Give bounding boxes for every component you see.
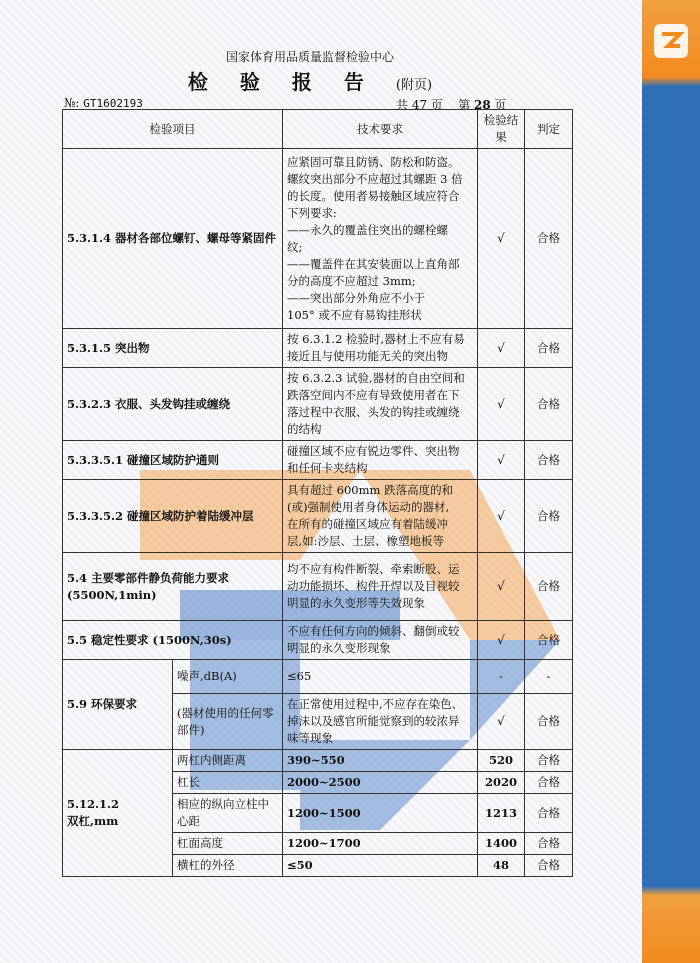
requirement-line: 按 6.3.1.2 检验时,器材上不应有易 — [287, 332, 465, 346]
requirement-line: 均不应有构件断裂、牵索断股、运 — [287, 562, 460, 576]
judgement-cell: 合格 — [525, 772, 573, 794]
result-cell: 1213 — [478, 794, 525, 833]
requirement-line: 动功能损坏、构件开焊以及目视较 — [287, 579, 460, 593]
requirement-line: ——突出部分外角应不小于 — [287, 290, 425, 305]
requirement-cell — [283, 553, 478, 621]
requirement-line: 具有超过 600mm 跌落高度的和 — [287, 483, 454, 497]
requirement-line: 和任何卡夹结构 — [287, 461, 368, 475]
table-row — [63, 329, 573, 368]
item-line: 5.12.1.2 — [67, 797, 120, 811]
requirement-line: ——永久的覆盖住突出的螺栓螺 — [287, 222, 448, 237]
item-cell — [63, 750, 173, 877]
judgement-cell: 合格 — [525, 694, 573, 750]
requirement-cell — [283, 694, 478, 750]
item-cell: 5.3.2.3 衣服、头发钩挂或缠绕 — [63, 368, 283, 441]
requirement-line: 明显的永久变形等失效现象 — [287, 596, 425, 610]
report-number — [64, 96, 143, 110]
total-pages: 共 47 页 — [396, 98, 443, 112]
requirement-line: 的长度。使用者易接触区域应符合 — [287, 188, 460, 203]
item-cell: 5.3.1.4 器材各部位螺钉、螺母等紧固件 — [63, 149, 283, 329]
requirement-cell — [283, 480, 478, 553]
requirement-line: 落过程中衣服、头发的钩挂或缠绕 — [287, 405, 460, 419]
judgement-cell: 合格 — [525, 553, 573, 621]
requirement-cell — [283, 149, 478, 329]
header-judgement: 判定 — [525, 110, 573, 149]
judgement-cell: 合格 — [525, 794, 573, 833]
result-cell: 520 — [478, 750, 525, 772]
requirement-line: 应紧固可靠且防锈、防松和防盗。 — [287, 154, 460, 169]
requirement-cell — [283, 329, 478, 368]
result-cell: √ — [478, 441, 525, 480]
requirement-line: ——覆盖件在其安装面以上直角部 — [287, 256, 460, 271]
inspection-table — [62, 109, 573, 877]
sub-item-cell: 横杠的外径 — [173, 855, 283, 877]
header-item: 检验项目 — [63, 110, 283, 149]
sub-item-cell: 杠长 — [173, 772, 283, 794]
requirement-line: 味等现象 — [287, 731, 333, 745]
sub-item-cell: 杠面高度 — [173, 833, 283, 855]
requirement-cell — [283, 368, 478, 441]
table-row — [63, 553, 573, 621]
judgement-cell: 合格 — [525, 855, 573, 877]
table-row — [63, 441, 573, 480]
center-logo-icon — [652, 22, 690, 60]
table-header-row — [63, 110, 573, 149]
judgement-cell: 合格 — [525, 480, 573, 553]
result-cell: √ — [478, 480, 525, 553]
org-name: 国家体育用品质量监督检验中心 — [225, 50, 394, 64]
table-row — [63, 368, 573, 441]
item-cell: 5.4 主要零部件静负荷能力要求 (5500N,1min) — [63, 553, 283, 621]
judgement-cell: 合格 — [525, 368, 573, 441]
requirement-cell: 1200~1500 — [283, 794, 478, 833]
requirement-line: 跌落空间内不应有导致使用者在下 — [287, 388, 460, 402]
judgement-cell: 合格 — [525, 441, 573, 480]
report-title — [0, 66, 620, 95]
item-cell: 5.9 环保要求 — [63, 660, 173, 750]
result-cell: 1400 — [478, 833, 525, 855]
result-cell: √ — [478, 149, 525, 329]
item-line: 双杠,mm — [67, 814, 119, 828]
item-cell: 5.3.3.5.1 碰撞区域防护通则 — [63, 441, 283, 480]
page-suffix: 页 — [494, 98, 507, 112]
requirement-cell — [283, 621, 478, 660]
requirement-line: 掉沫以及感官所能觉察到的较浓异 — [287, 714, 460, 728]
requirement-line: 碰撞区域不应有锐边零件、突出物 — [287, 444, 460, 458]
report-title-text: 检验报告 — [187, 70, 396, 94]
table-row — [63, 750, 573, 772]
judgement-cell: 合格 — [525, 833, 573, 855]
requirement-cell: 2000~2500 — [283, 772, 478, 794]
requirement-line: 105° 或不应有易钩挂形状 — [287, 307, 422, 322]
requirement-line: 明显的永久变形现象 — [287, 641, 391, 655]
table-row — [63, 149, 573, 329]
sub-item-cell: (器材使用的任何零部件) — [173, 694, 283, 750]
table-row — [63, 621, 573, 660]
page-label: 第 — [458, 98, 471, 112]
result-cell: 48 — [478, 855, 525, 877]
requirement-line: 纹; — [287, 239, 303, 254]
requirement-line: 不应有任何方向的倾斜、翻倒或较 — [287, 624, 460, 638]
judgement-cell: 合格 — [525, 750, 573, 772]
item-cell: 5.5 稳定性要求 (1500N,30s) — [63, 621, 283, 660]
result-cell: √ — [478, 368, 525, 441]
requirement-line: (或)强制使用者身体运动的器材, — [287, 500, 450, 514]
requirement-cell: 390~550 — [283, 750, 478, 772]
page-number: 28 — [474, 98, 491, 112]
requirement-line: 下列要求: — [287, 205, 337, 220]
requirement-line: 在所有的碰撞区域应有着陆缓冲 — [287, 517, 448, 531]
result-cell: - — [478, 660, 525, 694]
judgement-cell: 合格 — [525, 149, 573, 329]
report-no-label: №: — [64, 96, 80, 110]
requirement-line: 层,如:沙层、土层、橡塑地板等 — [287, 534, 445, 548]
requirement-line: 在正常使用过程中,不应存在染色、 — [287, 697, 464, 711]
requirement-line: 螺纹突出部分不应超过其螺距 3 倍 — [287, 171, 463, 186]
judgement-cell: - — [525, 660, 573, 694]
sub-item-cell: 相应的纵向立柱中心距 — [173, 794, 283, 833]
result-cell: √ — [478, 553, 525, 621]
judgement-cell: 合格 — [525, 329, 573, 368]
side-stripe — [642, 0, 700, 963]
report-title-suffix: (附页) — [395, 78, 433, 93]
requirement-line: 接近且与使用功能无关的突出物 — [287, 349, 448, 363]
table-row — [63, 480, 573, 553]
requirement-cell: ≤65 — [283, 660, 478, 694]
item-cell: 5.3.1.5 突出物 — [63, 329, 283, 368]
sub-item-cell: 两杠内侧距离 — [173, 750, 283, 772]
result-cell: √ — [478, 621, 525, 660]
requirement-line: 的结构 — [287, 422, 322, 436]
requirement-cell — [283, 441, 478, 480]
header-requirement: 技术要求 — [283, 110, 478, 149]
header-result: 检验结果 — [478, 110, 525, 149]
result-cell: √ — [478, 329, 525, 368]
requirement-line: 分的高度不应超过 3mm; — [287, 273, 416, 288]
result-cell: 2020 — [478, 772, 525, 794]
table-row — [63, 660, 573, 694]
item-cell: 5.3.3.5.2 碰撞区域防护着陆缓冲层 — [63, 480, 283, 553]
judgement-cell: 合格 — [525, 621, 573, 660]
report-no-value: GT1602193 — [83, 97, 143, 110]
sub-item-cell: 噪声,dB(A) — [173, 660, 283, 694]
result-cell: √ — [478, 694, 525, 750]
requirement-cell: ≤50 — [283, 855, 478, 877]
requirement-line: 按 6.3.2.3 试验,器材的自由空间和 — [287, 371, 465, 385]
requirement-cell: 1200~1700 — [283, 833, 478, 855]
